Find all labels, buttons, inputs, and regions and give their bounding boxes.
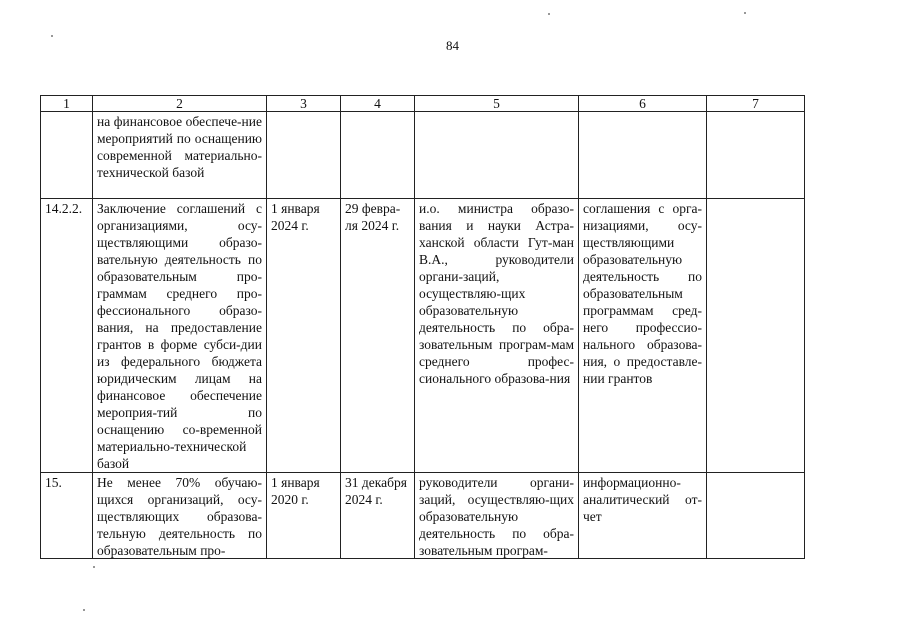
plan-table <box>40 95 805 559</box>
scan-speck <box>83 609 85 611</box>
column-header: 4 <box>341 96 415 112</box>
result-cell <box>579 112 707 199</box>
table-row <box>41 199 805 473</box>
page-number: 84 <box>446 38 459 53</box>
scan-speck <box>548 13 550 15</box>
start-date-cell: 1 января 2024 г. <box>267 199 341 473</box>
description-cell: на финансовое обеспече-ние мероприятий по оснащению современной материально-технической базой <box>93 112 267 199</box>
row-number-cell <box>41 112 93 199</box>
table-header-row <box>41 96 805 112</box>
column-header: 7 <box>707 96 805 112</box>
row-number-cell: 14.2.2. <box>41 199 93 473</box>
description-cell: Заключение соглашений с организациями, осу-ществляющими образо-вательную деятельность по образовательным про-граммам среднего про-фессионального образо-вания, на предоставление грантов в форме субси-дии из федерального бюджета юридическим лицам на финансовое обеспечение мероприя-тий по оснащению со-временной материально-технической базой <box>93 199 267 473</box>
end-date-cell: 31 декабря 2024 г. <box>341 473 415 559</box>
column-header: 5 <box>415 96 579 112</box>
row-number-cell: 15. <box>41 473 93 559</box>
responsible-cell: и.о. министра образо-вания и науки Астра-ханской области Гут-ман В.А., руководители органи-заций, осуществляю-щих образовательную деятельность по обра-зовательным програм-мам среднего профес-сионального образова-ния <box>415 199 579 473</box>
table-row <box>41 473 805 559</box>
note-cell <box>707 473 805 559</box>
result-cell: информационно-аналитический от-чет <box>579 473 707 559</box>
end-date-cell <box>341 112 415 199</box>
start-date-cell <box>267 112 341 199</box>
table-row <box>41 112 805 199</box>
column-header: 6 <box>579 96 707 112</box>
column-header: 3 <box>267 96 341 112</box>
note-cell <box>707 112 805 199</box>
scan-speck <box>744 12 746 14</box>
responsible-text: руководители органи-заций, осуществляю-щих образовательную деятельность по обра-зовательным програм- <box>419 475 574 558</box>
column-header: 1 <box>41 96 93 112</box>
result-cell: соглашения с орга-низациями, осу-ществляющими образовательную деятельность по образовательным программам сред-него професcио-нального образова-ния, о предоставле-нии грантов <box>579 199 707 473</box>
column-header: 2 <box>93 96 267 112</box>
end-date-cell: 29 февра-ля 2024 г. <box>341 199 415 473</box>
description-cell <box>93 473 267 559</box>
scan-speck <box>51 35 53 37</box>
start-date-cell: 1 января 2020 г. <box>267 473 341 559</box>
responsible-cell <box>415 473 579 559</box>
description-text: Не менее 70% обучаю-щихся организаций, осу-ществляющих образова-тельную деятельность по образовательным про- <box>97 475 262 558</box>
scan-speck <box>93 566 95 568</box>
responsible-cell <box>415 112 579 199</box>
note-cell <box>707 199 805 473</box>
